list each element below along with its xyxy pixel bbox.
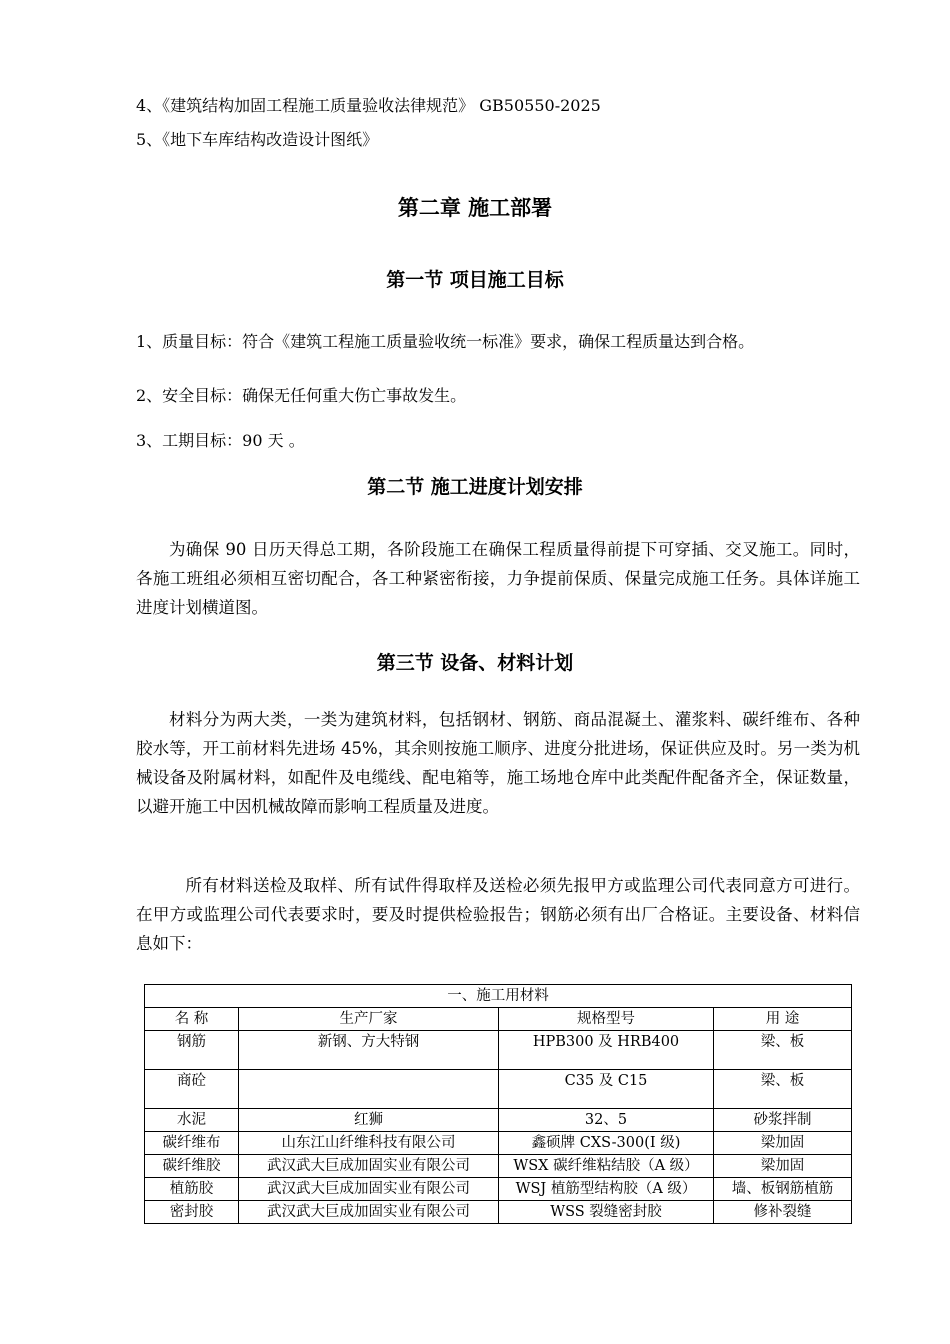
section3-title: 第三节 设备、材料计划 [376,652,574,674]
cell-name: 碳纤维布 [145,1132,239,1155]
table-row [145,1178,852,1201]
table-row [145,1201,852,1224]
cell-spec: WSX 碳纤维粘结胶（A 级） [499,1155,714,1178]
cell-usage: 修补裂缝 [714,1201,852,1224]
schedule-paragraph [136,535,860,622]
table-row [145,1031,852,1070]
schedule-paragraph-text: 为确保 90 日历天得总工期，各阶段施工在确保工程质量得前提下可穿插、交叉施工。同时，各施工班组必须相互密切配合，各工种紧密衔接，力争提前保质、保量完成施工任务。具体详施工进度计划横道图。 [136,540,860,617]
materials-paragraph-text: 材料分为两大类，一类为建筑材料，包括钢材、钢筋、商品混凝土、灌浆料、碳纤维布、各种胶水等，开工前材料先进场 45%，其余则按施工顺序、进度分批进场，保证供应及时。另一类为机械设备及附属材料，如配件及电缆线、配电箱等，施工场地仓库中此类配件配备齐全，保证数量，以避开施工中因机械故障而影响工程质量及进度。 [136,710,860,816]
table-row [145,1132,852,1155]
reference-item-4: 4、《建筑结构加固工程施工质量验收法律规范》 GB50550-2025 [136,96,601,115]
cell-usage: 梁加固 [714,1155,852,1178]
inspection-paragraph [136,871,860,958]
cell-spec: WSS 裂缝密封胶 [499,1201,714,1224]
cell-manufacturer: 武汉武大巨成加固实业有限公司 [239,1178,499,1201]
table-row [145,1155,852,1178]
cell-manufacturer: 武汉武大巨成加固实业有限公司 [239,1155,499,1178]
table-caption-row [145,985,852,1008]
cell-usage: 梁、板 [714,1070,852,1109]
header-manufacturer: 生产厂家 [239,1008,499,1031]
materials-paragraph [136,705,860,821]
goal-safety: 2、安全目标：确保无任何重大伤亡事故发生。 [136,386,467,405]
table-caption: 一、施工用材料 [145,985,852,1008]
cell-spec: WSJ 植筋型结构胶（A 级） [499,1178,714,1201]
cell-name: 碳纤维胶 [145,1155,239,1178]
cell-usage: 墙、板钢筋植筋 [714,1178,852,1201]
goal-quality: 1、质量目标：符合《建筑工程施工质量验收统一标准》要求，确保工程质量达到合格。 [136,332,755,351]
table-row [145,1070,852,1109]
cell-usage: 梁、板 [714,1031,852,1070]
section2-title: 第二节 施工进度计划安排 [367,476,583,498]
cell-manufacturer [239,1070,499,1109]
section1-title: 第一节 项目施工目标 [386,269,564,291]
chapter-title: 第二章 施工部署 [397,195,553,220]
cell-usage: 梁加固 [714,1132,852,1155]
cell-spec: 鑫硕牌 CXS-300(I 级) [499,1132,714,1155]
inspection-paragraph-text: 所有材料送检及取样、所有试件得取样及送检必须先报甲方或监理公司代表同意方可进行。在甲方或监理公司代表要求时，要及时提供检验报告；钢筋必须有出厂合格证。主要设备、材料信息如下： [136,876,860,953]
header-name: 名 称 [145,1008,239,1031]
cell-name: 密封胶 [145,1201,239,1224]
cell-usage: 砂浆拌制 [714,1109,852,1132]
reference-item-5: 5、《地下车库结构改造设计图纸》 [136,130,379,149]
header-usage: 用 途 [714,1008,852,1031]
goal-schedule: 3、工期目标：90 天 。 [136,431,305,450]
cell-name: 商砼 [145,1070,239,1109]
cell-manufacturer: 新钢、方大特钢 [239,1031,499,1070]
cell-name: 植筋胶 [145,1178,239,1201]
table-row [145,1109,852,1132]
table-header-row [145,1008,852,1031]
materials-table [144,984,852,1224]
cell-name: 钢筋 [145,1031,239,1070]
cell-manufacturer: 红狮 [239,1109,499,1132]
cell-spec: 32、5 [499,1109,714,1132]
cell-name: 水泥 [145,1109,239,1132]
cell-spec: HPB300 及 HRB400 [499,1031,714,1070]
header-spec: 规格型号 [499,1008,714,1031]
cell-spec: C35 及 C15 [499,1070,714,1109]
cell-manufacturer: 山东江山纤维科技有限公司 [239,1132,499,1155]
cell-manufacturer: 武汉武大巨成加固实业有限公司 [239,1201,499,1224]
